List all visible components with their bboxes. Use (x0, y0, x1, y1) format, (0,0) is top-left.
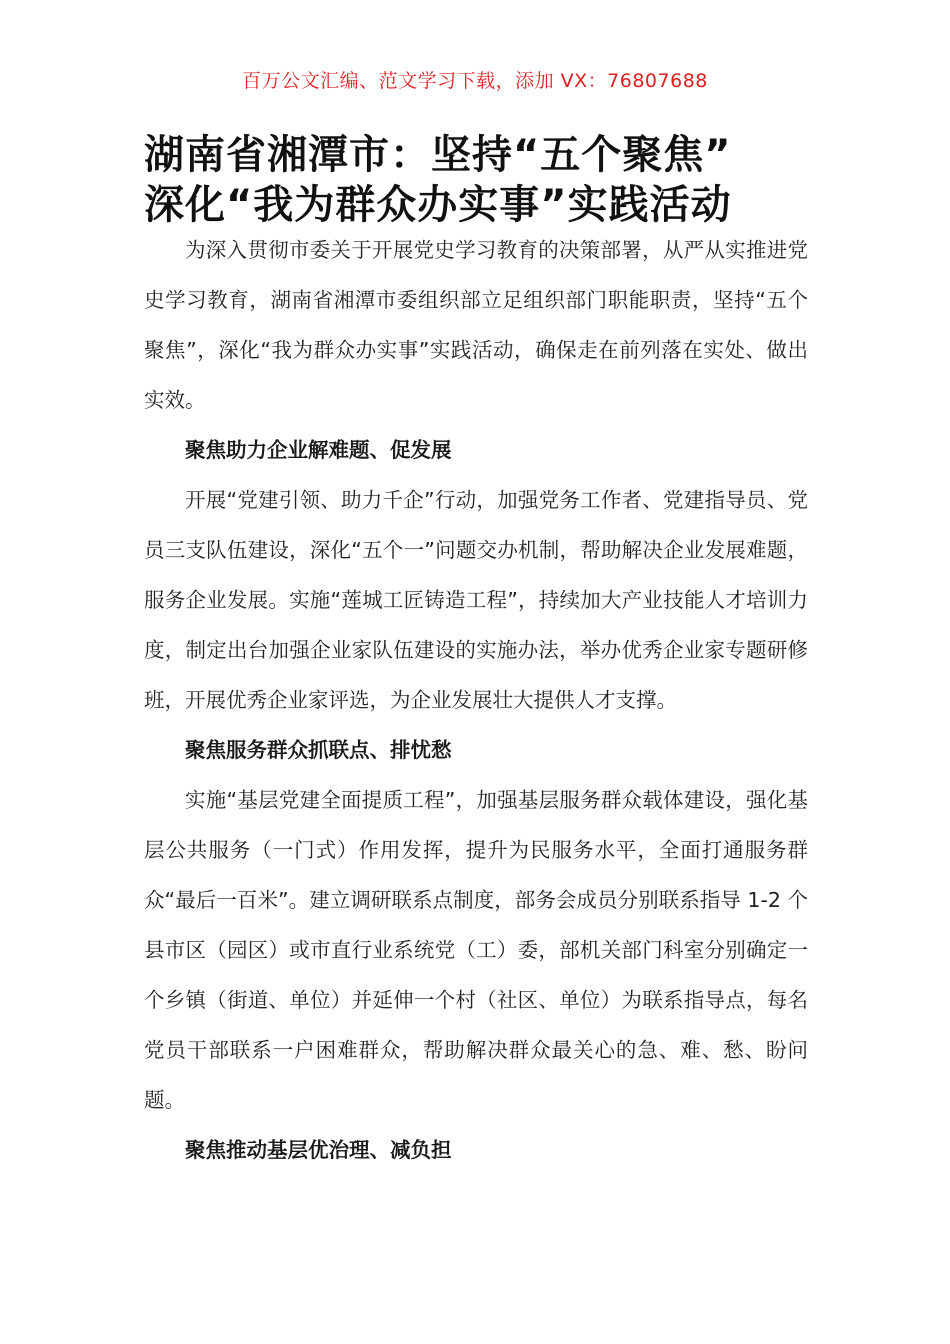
section-2-paragraph: 实施“基层党建全面提质工程”，加强基层服务群众载体建设，强化基层公共服务（一门式）作用发挥，提升为民服务水平，全面打通服务群众“最后一百米”。建立调研联系点制度，部务会成员分别联系指导 1-2 个县市区（园区）或市直行业系统党（工）委，部机关部门科室分别确定一个乡镇（街道、单位）并延伸一个村（社区、单位）为联系指导点，每名党员干部联系一户困难群众，帮助解决群众最关心的急、难、愁、盼问题。 (144, 788, 808, 1112)
promo-banner: 百万公文汇编、范文学习下载，添加 VX：76807688 (242, 70, 708, 92)
title-line-2: 深化“我为群众办实事”实践活动 (144, 182, 732, 228)
intro-paragraph: 为深入贯彻市委关于开展党史学习教育的决策部署，从严从实推进党史学习教育，湖南省湘潭市委组织部立足组织部门职能职责，坚持“五个聚焦”，深化“我为群众办实事”实践活动，确保走在前列落在实处、做出实效。 (144, 238, 808, 412)
section-1-paragraph: 开展“党建引领、助力千企”行动，加强党务工作者、党建指导员、党员三支队伍建设，深化“五个一”问题交办机制，帮助解决企业发展难题，服务企业发展。实施“莲城工匠铸造工程”，持续加大产业技能人才培训力度，制定出台加强企业家队伍建设的实施办法，举办优秀企业家专题研修班，开展优秀企业家评选，为企业发展壮大提供人才支撑。 (144, 488, 808, 712)
article-title (144, 130, 824, 230)
section-heading-3: 聚焦推动基层优治理、减负担 (185, 1138, 452, 1162)
section-heading-1: 聚焦助力企业解难题、促发展 (185, 438, 452, 462)
title-line-1: 湖南省湘潭市：坚持“五个聚焦” (144, 132, 732, 178)
article-body (144, 225, 808, 1175)
section-heading-2: 聚焦服务群众抓联点、排忧愁 (185, 738, 452, 762)
